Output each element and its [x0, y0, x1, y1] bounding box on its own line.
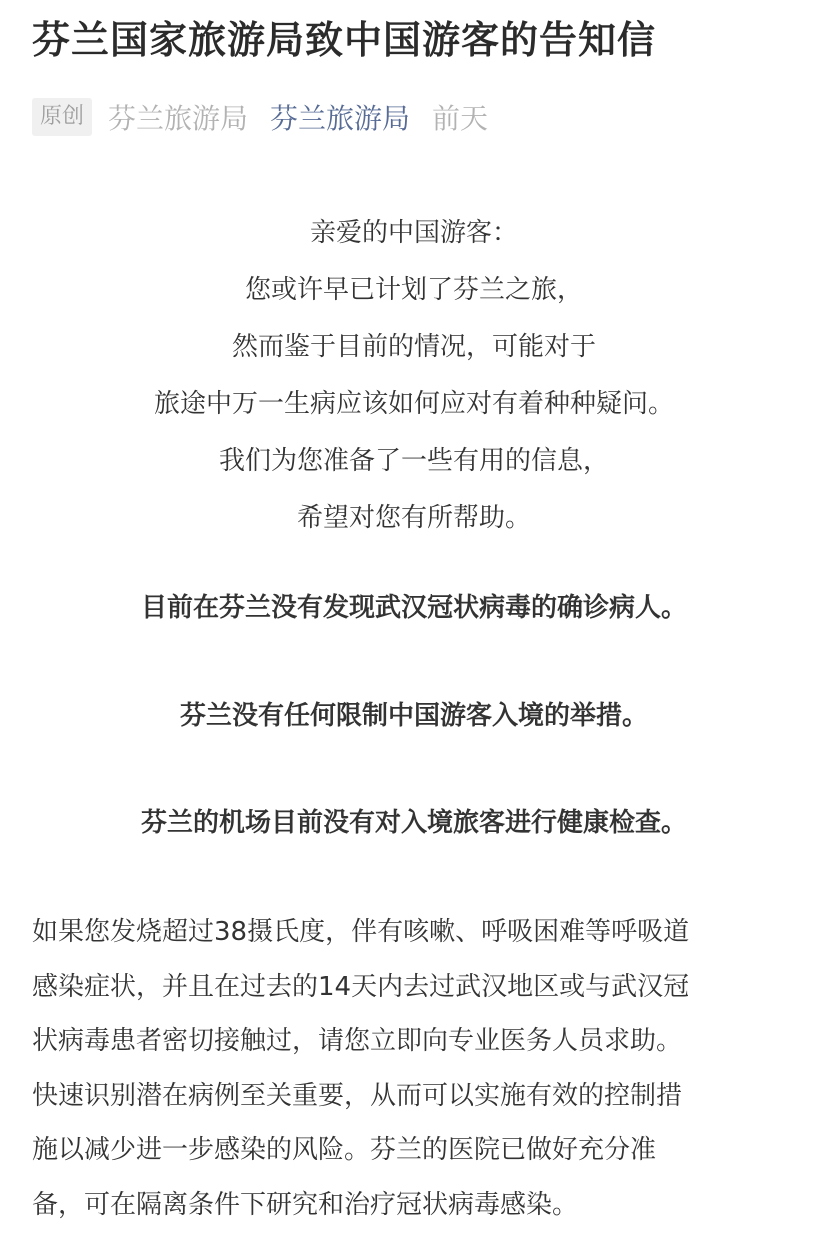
statement-no-health-checks: 芬兰的机场目前没有对入境旅客进行健康检查。 — [140, 808, 687, 838]
article-meta — [32, 96, 488, 138]
advice-paragraph — [32, 905, 802, 1232]
author-name: 芬兰旅游局 — [108, 102, 249, 135]
paragraph-line: 快速识别潜在病例至关重要，从而可以实施有效的控制措 — [32, 1080, 683, 1111]
paragraph-line: 感染症状，并且在过去的14天内去过武汉地区或与武汉冠 — [32, 971, 690, 1002]
article-title: 芬兰国家旅游局致中国游客的告知信 — [32, 18, 657, 62]
statement-no-cases: 目前在芬兰没有发现武汉冠状病毒的确诊病人。 — [140, 593, 687, 623]
greeting-line: 希望对您有所帮助。 — [296, 503, 531, 533]
statement-no-restrictions: 芬兰没有任何限制中国游客入境的举措。 — [179, 701, 648, 731]
paragraph-line: 备，可在隔离条件下研究和治疗冠状病毒感染。 — [32, 1189, 579, 1220]
greeting-line: 亲爱的中国游客： — [309, 218, 518, 248]
original-badge: 原创 — [32, 98, 92, 136]
publish-time: 前天 — [432, 102, 489, 135]
account-link[interactable]: 芬兰旅游局 — [270, 102, 411, 135]
paragraph-line: 状病毒患者密切接触过，请您立即向专业医务人员求助。 — [32, 1026, 683, 1056]
greeting-line: 您或许早已计划了芬兰之旅， — [244, 275, 583, 305]
paragraph-line: 施以减少进一步感染的风险。芬兰的医院已做好充分准 — [32, 1135, 657, 1165]
greeting-line: 旅途中万一生病应该如何应对有着种种疑问。 — [153, 389, 674, 419]
greeting-block — [0, 205, 828, 547]
greeting-line: 然而鉴于目前的情况，可能对于 — [231, 332, 596, 362]
greeting-line: 我们为您准备了一些有用的信息， — [218, 446, 609, 476]
paragraph-line: 如果您发烧超过38摄氏度，伴有咳嗽、呼吸困难等呼吸道 — [32, 917, 690, 947]
